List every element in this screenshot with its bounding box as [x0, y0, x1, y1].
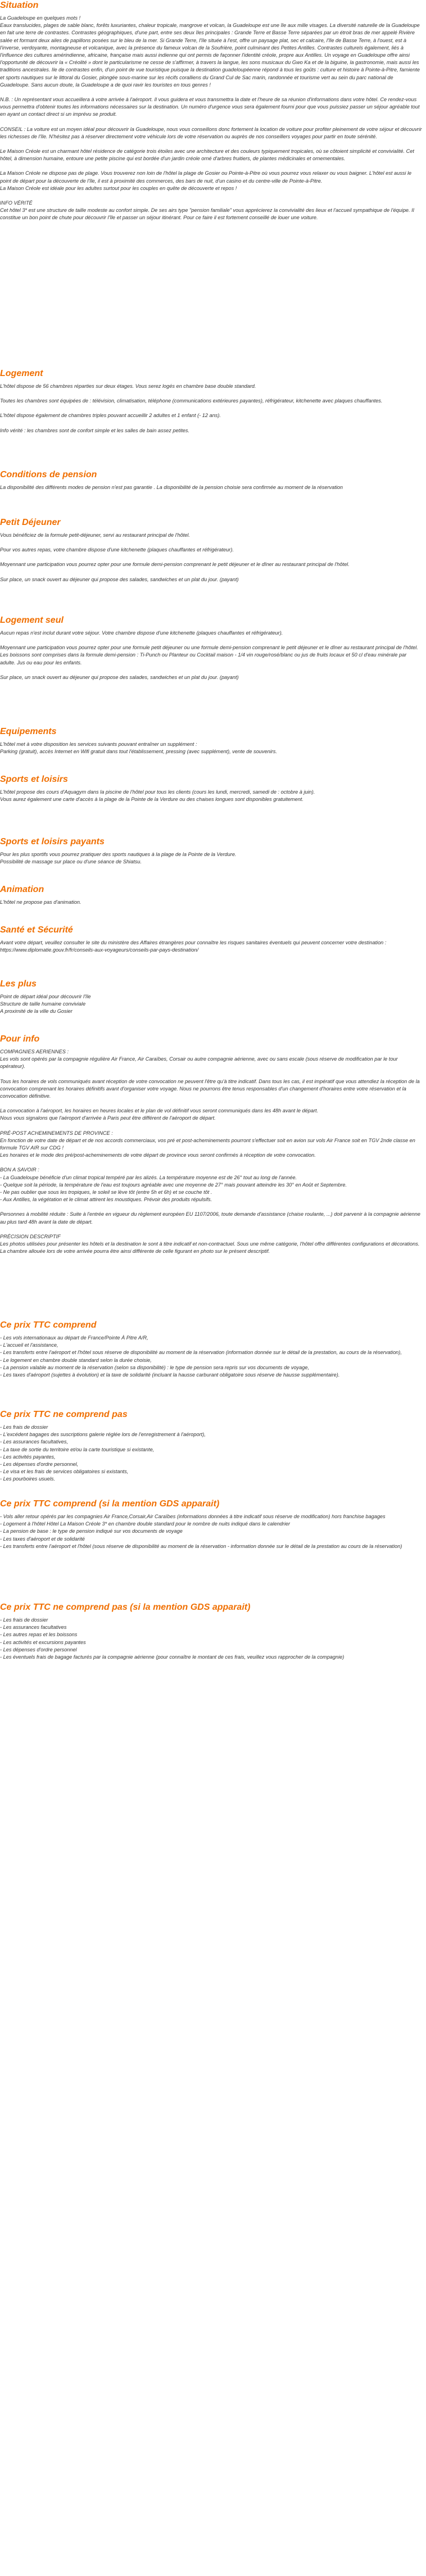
section-heading: Ce prix TTC comprend (si la mention GDS apparait)	[0, 1499, 220, 1509]
section-heading: Equipements	[0, 727, 57, 736]
section-ce-prix-ttc-comprend	[0, 1320, 423, 1379]
section-logement	[0, 368, 423, 434]
section-paragraph: La Maison Créole ne dispose pas de plage. Vous trouverez non loin de l'hôtel la plage de Gosier ou Pointe-à-Pitre où vous pourrez vous relaxer ou vous baigner. L'hôtel est aussi le point de départ pour la découverte de l'île, il est à proximité des commerces, des bars de nuit, d'un casino et du centre-ville de Pointe-à-Pitre. La Maison Créole est idéale pour les adultes surtout pour les couples en quête de découverte et repos !	[0, 170, 412, 191]
section-sports-et-loisirs-payants	[0, 836, 423, 866]
section-situation	[0, 0, 423, 222]
section-heading: Ce prix TTC ne comprend pas (si la mention GDS apparait)	[0, 1602, 251, 1612]
section-heading: Santé et Sécurité	[0, 925, 73, 935]
section-paragraph: Aucun repas n'est inclut durant votre séjour. Votre chambre dispose d'une kitchenette (plaques chauffantes et réfrigérateur).	[0, 630, 283, 636]
section-equipements	[0, 726, 423, 755]
section-paragraph: Moyennant une participation vous pourrez opter pour une formule petit déjeuner ou une formule demi-pension comprenant le petit déjeuner et le dîner au restaurant principal de l'hôtel. Les boissons sont comprises dans la formule demi-pension : Ti-Punch ou Planteur ou Cocktail maison - 1/4 vin rouge/rosé/blanc ou jus de fruits locaux et 50 cl d'eau minérale par adulte. Jus ou eau pour les enfants.	[0, 645, 418, 665]
section-paragraph: L'hôtel dispose de 56 chambres réparties sur deux étages. Vous serez logés en chambre base double standard.	[0, 383, 256, 389]
section-paragraph: N.B. : Un représentant vous accueillera à votre arrivée à l'aéroport. Il vous guidera et vous transmettra la date et l'heure de sa réunion d'informations dans votre hôtel. Ce rendez-vous vous permettra d'obtenir toutes les informations nécessaires sur la destination. Un numéro d'urgence vous sera également fourni pour que vous puissiez passer un séjour agréable tout en ayant un contact direct si un imprévu se produit.	[0, 97, 420, 117]
section-paragraph: CONSEIL : La voiture est un moyen idéal pour découvrir la Guadeloupe, nous vous conseillons donc fortement la location de voiture pour profiter pleinement de votre séjour et découvrir les richesses de l'île. N'hésitez pas à réserver directement votre véhicule lors de votre réservation ou auprès de nos conseillers voyages pour partir en toute sérénité.	[0, 126, 422, 139]
section-heading: Logement	[0, 369, 43, 378]
section-paragraph: Vous bénéficiez de la formule petit-déjeuner, servi au restaurant principal de l'hôtel.	[0, 532, 190, 538]
section-les-plus	[0, 979, 423, 1016]
section-paragraph: La convocation à l'aéroport, les horaires en heures locales et le plan de vol définitif vous seront communiqués dans les 48h avant le départ. Nous vous signalons que l'aéroport d'arrivée à Paris peut être différent de l'aéroport de départ.	[0, 1108, 319, 1121]
section-heading: Ce prix TTC ne comprend pas	[0, 1410, 128, 1419]
section-heading: Animation	[0, 885, 44, 894]
section-paragraph: Pour vos autres repas, votre chambre dispose d'une kitchenette (plaques chauffantes et réfrigérateur).	[0, 547, 234, 553]
section-paragraph: Info vérité : les chambres sont de confort simple et les salles de bain assez petites.	[0, 427, 190, 433]
section-paragraph: PRÉ-POST ACHEMINEMENTS DE PROVINCE : En fonction de votre date de départ et de nos accords commerciaux, vos pré et post-acheminements pourront s'effectuer soit en avion sur vols Air France soit en TGV 2nde classe en formule TGV AIR sur CDG ! Les horaires et le mode des pré/post-acheminements de votre départ de province vous seront confirmés à réception de votre convocation.	[0, 1130, 415, 1158]
section-heading: Logement seul	[0, 615, 64, 625]
section-paragraph: Avant votre départ, veuillez consulter le site du ministère des Affaires étrangères pour connaître les risques sanitaires éventuels qui peuvent concerner votre destination : https://www.diplomatie.gouv.fr/fr/conseils-aux-voyageurs/conseils-par-pays-destination/	[0, 940, 387, 953]
section-paragraph: - Les frais de dossier - Les assurances facultatives - Les autres repas et les boissons - Les activités et excursions payantes - Les dépenses d'ordre personnel - Les éventuels frais de bagage facturés par la compagnie aérienne (pour connaître le montant de ces frais, veuillez vous rapprocher de la compagnie)	[0, 1617, 345, 1660]
section-paragraph: Pour les plus sportifs vous pourrez pratiquer des sports nautiques à la plage de la Pointe de la Verdure. Possibilité de massage sur place ou d'une séance de Shiatsu.	[0, 852, 237, 865]
section-pour-info	[0, 1034, 423, 1255]
section-paragraph: La disponibilité des différents modes de pension n'est pas garantie . La disponibilité de la pension choisie sera confirmée au moment de la réservation	[0, 485, 343, 490]
section-paragraph: - Les frais de dossier - L'excédent bagages des suscriptions galerie réglée lors de l'enregistrement à l'aéroport), - Les assurances facultatives, - La taxe de sortie du territoire et/ou la carte touristique si existante, - Les activités payantes, - Les dépenses d'ordre personnel, - Le visa et les frais de services obligatoires si existants, - Les pourboires usuels.	[0, 1424, 206, 1482]
section-paragraph: L'hôtel met à votre disposition les services suivants pouvant entraîner un supplément : Parking (gratuit), accès Internet en Wifi gratuit dans tout l'établissement, pressing (avec supplément), vente de souvenirs.	[0, 741, 277, 755]
section-heading: Situation	[0, 1, 39, 10]
section-paragraph: L'hôtel propose des cours d'Aquagym dans la piscine de l'hôtel pour tous les clients (cours les lundi, mercredi, samedi de : octobre à juin). Vous aurez également une carte d'accès à la plage de la Pointe de la Verdure ou des chaises longues sont disponibles gratuitement.	[0, 789, 315, 803]
section-heading: Les plus	[0, 979, 37, 989]
section-paragraph: Sur place, un snack ouvert au déjeuner qui propose des salades, sandwiches et un plat du jour. (payant)	[0, 674, 239, 680]
section-petit-dejeuner	[0, 517, 423, 583]
section-paragraph: - Les vols internationaux au départ de France/Pointe À Pitre A/R, - L'accueil et l'assistance, - Les transferts entre l'aéroport et l'hôtel sous réserve de disponibilité au moment de la réservation (information donnée sur le détail de la prestation, au cours de la réservation), - Le logement en chambre double standard selon la durée choisie, - La pension valable au moment de la réservation (selon sa disponibilité) : le type de pension sera repris sur vos documents de voyage, - Les taxes d'aéroport (sujettes à évolution) et la taxe de solidarité (incluant la hausse carburant obligatoire sous réserve de hausse supplémentaire).	[0, 1335, 402, 1378]
section-heading: Sports et loisirs payants	[0, 837, 105, 846]
section-sante-et-securite	[0, 925, 423, 954]
section-paragraph: L'hôtel dispose également de chambres triples pouvant accueillir 2 adultes et 1 enfant (- 12 ans).	[0, 413, 221, 419]
section-paragraph: PRÉCISION DESCRIPTIF Les photos utilisées pour présenter les hôtels et la destination le sont à titre indicatif et non-contractuel. Sous une même catégorie, l'hôtel offre différentes configurations et décorations. La chambre allouée lors de votre arrivée pourra être ainsi différente de celle figurant en photo sur le présent descriptif.	[0, 1233, 420, 1255]
section-paragraph: INFO VÉRITÉ Cet hôtel 3* est une structure de taille modeste au confort simple. De ses airs type "pension familiale" vous apprécierez la convivialité des lieux et l'accueil sympathique de l'équipe. Il constitue un bon point de chute pour découvrir l'île et passer un séjour itinérant. Pour ce faire il est fortement conseillé de louer une voiture.	[0, 200, 414, 221]
section-animation	[0, 884, 423, 906]
section-paragraph: BON A SAVOIR : - La Guadeloupe bénéficie d'un climat tropical tempéré par les alizés. La température moyenne est de 26° tout au long de l'année. - Quelque soit la période, la température de l'eau est toujours agréable avec une moyenne de 27° mais pouvant atteindre les 30° en Août et Septembre. - Ne pas oublier que sous les tropiques, le soleil se lève tôt (entre 5h et 6h) et se couche tôt . - Aux Antilles, la végétation et le climat attirent les moustiques. Prévoir des produits répulsifs.	[0, 1167, 347, 1203]
section-heading: Conditions de pension	[0, 470, 97, 479]
section-paragraph: COMPAGNIES AERIENNES : Les vols sont opérés par la compagnie régulière Air France, Air Caraïbes, Corsair ou autre compagnie aérienne, avec ou sans escale (sous réserve de modification par le tour opérateur).	[0, 1049, 398, 1070]
section-ce-prix-ttc-ne-comprend-pas-si-la-mention-gds-apparait	[0, 1602, 423, 1661]
section-ce-prix-ttc-ne-comprend-pas	[0, 1409, 423, 1483]
section-paragraph: Tous les horaires de vols communiqués avant réception de votre convocation ne peuvent l'être qu'à titre indicatif. Dans tous les cas, il est impératif que vous attendiez la réception de la convocation comprenant les horaires définitifs avant d'organiser votre voyage. Nous ne pourrons être tenus responsables d'un changement d'horaires entre votre réservation et la convocation définitive.	[0, 1078, 420, 1099]
section-paragraph: - Vols aller retour opérés par les compagnies Air France,Corsair,Air Caraïbes (informations données à titre indicatif sous réserve de modification) hors franchise bagages - Logement à l'hôtel Hôtel La Maison Créole 3* en chambre double standard pour le nombre de nuits indiqué dans le calendrier - La pension de base : le type de pension indiqué sur vos documents de voyage - Les taxes d'aéroport et de solidarité - Les transferts entre l'aéroport et l'hôtel (sous réserve de disponibilité au moment de la réservation - information donnée sur le détail de la prestation au cours de la réservation)	[0, 1514, 402, 1549]
section-paragraph: Toutes les chambres sont équipées de : télévision, climatisation, téléphone (communications extérieures payantes), réfrigérateur, kitchenette avec plaques chauffantes.	[0, 398, 383, 404]
section-paragraph: Personnes à mobilité réduite : Suite à l'entrée en vigueur du règlement européen EU 1107/2006, toute demande d'assistance (chaise roulante, ...) doit parvenir à la compagnie aérienne au plus tard 48h avant la date de départ.	[0, 1211, 420, 1225]
section-paragraph: Moyennant une participation vous pourrez opter pour une formule demi-pension comprenant le petit déjeuner et le dîner au restaurant principal de l'hôtel.	[0, 562, 350, 568]
section-paragraph: Le Maison Créole est un charmant hôtel résidence de catégorie trois étoiles avec une architecture et des couleurs typiquement tropicales, où se côtoient simplicité et convivialité. Cet hôtel, à dimension humaine, entoure une petite piscine qui est bordée d'un jardin créole orné d'arbres fruitiers, de plantes médicinales et ornementales.	[0, 148, 414, 162]
section-ce-prix-ttc-comprend-si-la-mention-gds-apparait	[0, 1498, 423, 1550]
section-logement-seul	[0, 615, 423, 681]
section-heading: Sports et loisirs	[0, 775, 68, 784]
section-paragraph: Point de départ idéal pour découvrir l'île Structure de taille humaine conviviale A proximité de la ville du Gosier	[0, 994, 91, 1015]
section-heading: Ce prix TTC comprend	[0, 1320, 97, 1330]
section-heading: Petit Déjeuner	[0, 518, 61, 527]
section-conditions-de-pension	[0, 469, 423, 491]
section-sports-et-loisirs	[0, 774, 423, 803]
section-paragraph: Sur place, un snack ouvert au déjeuner qui propose des salades, sandwiches et un plat du jour. (payant)	[0, 576, 239, 582]
section-paragraph: L'hôtel ne propose pas d'animation.	[0, 899, 81, 905]
section-paragraph: La Guadeloupe en quelques mots ! Eaux translucides, plages de sable blanc, forêts luxuriantes, chaleur tropicale, mangrove et volcan, la Guadeloupe est une île aux mille visages. La diversité naturelle de la Guadeloupe en fait une terre de contrastes. Contrastes géographiques, d'une part, entre ses deux îles principales : Grande Terre et Basse Terre séparées par un étroit bras de mer appelé Rivière salée et formant deux ailes de papillons posées sur le bleu de la mer. Si Grande Terre, l'île située à l'est, offre un paysage plat, sec et calcaire, l'île de Basse Terre, à l'ouest, est à l'inverse, verdoyante, montagneuse et volcanique, avec la présence du fameux volcan de la Soufrière, point culminant des Petites Antilles. Contrastes culturels également, liés à l'influence des cultures amérindienne, africaine, française mais aussi indienne qui ont permis de façonner l'identité créole, propre aux Antilles. Un voyage en Guadeloupe offre ainsi l'opportunité de découvrir la « Créolité » dont le particularisme ne cesse de s'affirmer, à travers la langue, les sons musicaux du Gwo Ka et de la biguine, la gastronomie, mais aussi les traditions ancestrales. Ile de contrastes enfin, d'un point de vue touristique puisque la destination guadeloupéenne répond à tous les goûts : culture et histoire à Pointe-à-Pitre, farniente et sports nautiques sur le littoral du Gosier, plongée sous-marine sur les récifs coralliens du Grand Cul de Sac marin, randonnée et tourisme vert au sein du parc national de Guadeloupe. Sans aucun doute, la Guadeloupe a de quoi ravir les touristes en tous genres !	[0, 15, 420, 88]
section-heading: Pour info	[0, 1034, 40, 1044]
